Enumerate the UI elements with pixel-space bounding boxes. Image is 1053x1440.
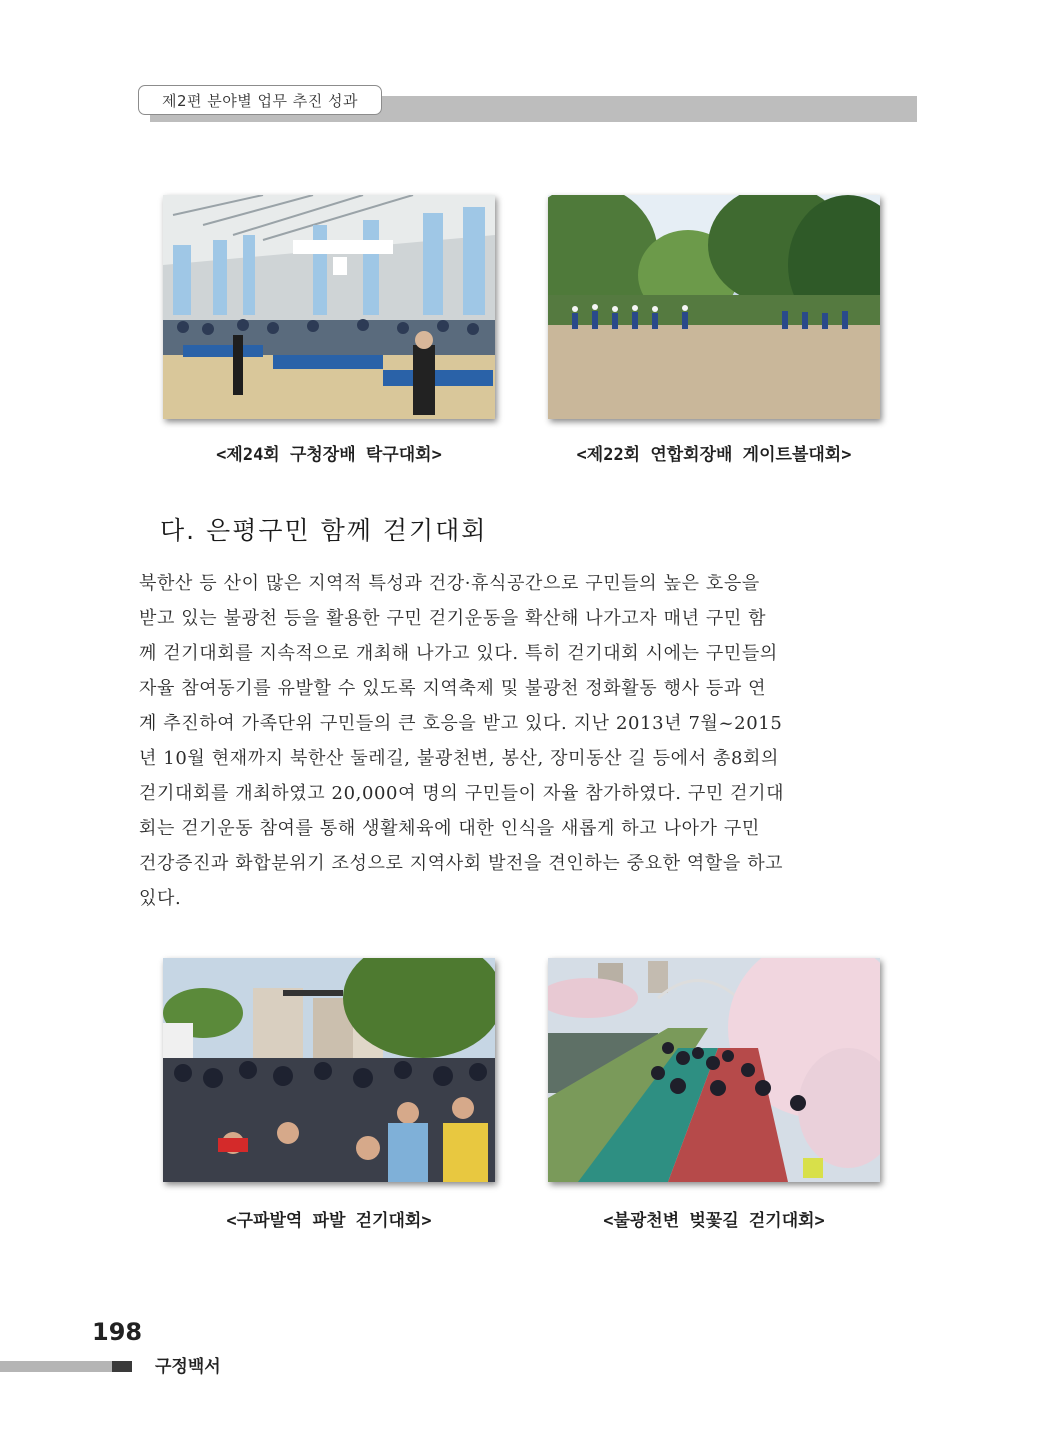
body-line: 있다. [139, 888, 182, 909]
photo-caption: <제22회 연합회장배 게이트볼대회> [576, 445, 852, 465]
section-body [139, 566, 915, 916]
footer-bar-accent [112, 1361, 132, 1372]
photo-caption: <제24회 구청장배 탁구대회> [216, 445, 442, 465]
section-header-label: 제2편 분야별 업무 추진 성과 [161, 91, 358, 110]
gupabal-walk-image [163, 958, 495, 1182]
photo-gupabal-walk [163, 958, 495, 1182]
footer-bar [0, 1361, 112, 1372]
body-line: 받고 있는 불광천 등을 활용한 구민 걷기운동을 확산해 나가고자 매년 구민 함 [139, 608, 767, 629]
photo-gateball [548, 195, 880, 419]
body-line: 회는 걷기운동 참여를 통해 생활체육에 대한 인식을 새롭게 하고 나아가 구민 [139, 818, 760, 839]
photo-table-tennis [163, 195, 495, 419]
photo-caption: <구파발역 파발 걷기대회> [226, 1211, 432, 1231]
body-line: 년 10월 현재까지 북한산 둘레길, 불광천변, 봉산, 장미동산 길 등에서 총8회의 [139, 748, 779, 769]
book-title: 구정백서 [155, 1357, 221, 1377]
body-line: 북한산 등 산이 많은 지역적 특성과 건강·휴식공간으로 구민들의 높은 호응을 [139, 573, 760, 594]
body-line: 건강증진과 화합분위기 조성으로 지역사회 발전을 견인하는 중요한 역할을 하고 [139, 853, 784, 874]
body-line: 걷기대회를 개최하였고 20,000여 명의 구민들이 자율 참가하였다. 구민 걷기대 [139, 783, 785, 804]
body-line: 께 걷기대회를 지속적으로 개최해 나가고 있다. 특히 걷기대회 시에는 구민들의 [139, 643, 778, 664]
body-line: 계 추진하여 가족단위 구민들의 큰 호응을 받고 있다. 지난 2013년 7월~2015 [139, 713, 783, 734]
cherry-blossom-walk-image [548, 958, 880, 1182]
body-line: 자율 참여동기를 유발할 수 있도록 지역축제 및 불광천 정화활동 행사 등과 연 [139, 678, 767, 699]
photo-caption: <불광천변 벚꽃길 걷기대회> [603, 1211, 825, 1231]
gateball-image [548, 195, 880, 419]
table-tennis-image [163, 195, 495, 419]
photo-cherry-blossom-walk [548, 958, 880, 1182]
section-title: 다. 은평구민 함께 걷기대회 [160, 516, 488, 545]
page-number: 198 [92, 1318, 143, 1346]
section-header-tab [138, 85, 382, 115]
